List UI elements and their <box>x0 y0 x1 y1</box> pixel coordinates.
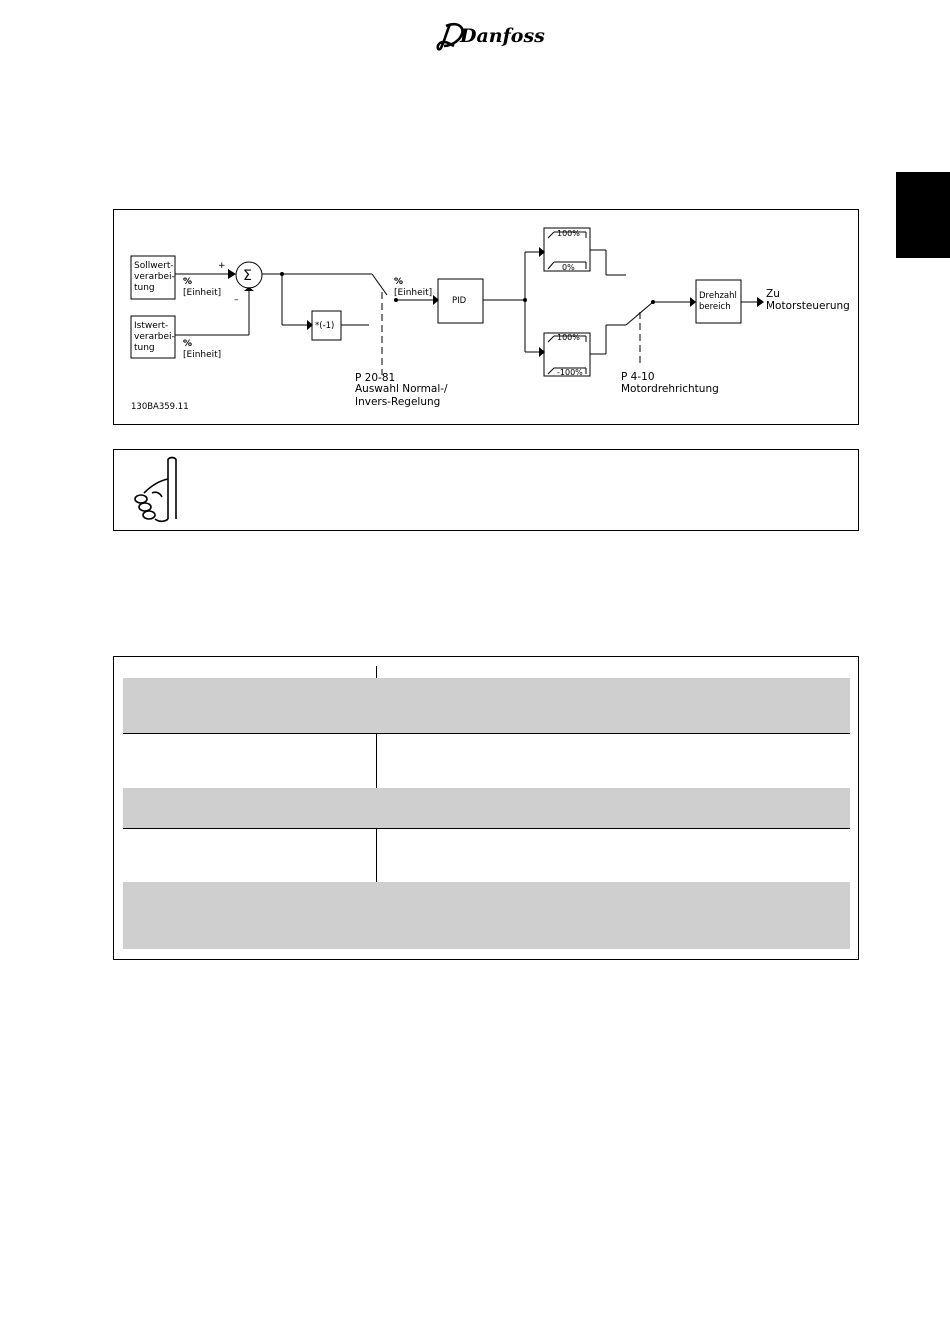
feedback-text-2: verarbei- <box>134 332 175 342</box>
branch-dot-1 <box>280 272 284 276</box>
sigma-symbol: Σ <box>243 268 252 284</box>
note-box <box>113 449 859 531</box>
chapter-tab <box>896 172 950 258</box>
pid-input-pct: % <box>394 277 404 287</box>
parameter-table <box>113 656 859 960</box>
setpoint-text-1: Sollwert- <box>134 261 174 271</box>
param-1-code: P 20-81 <box>355 372 396 384</box>
setpoint-pct: % <box>183 277 193 287</box>
hand-pointing-icon <box>128 457 180 527</box>
table-row <box>123 788 850 828</box>
branch-dot-4 <box>651 300 655 304</box>
param-1-text-2: Invers-Regelung <box>355 396 441 408</box>
table-row <box>123 733 850 789</box>
branch-dot-3 <box>523 298 527 302</box>
table-row <box>123 828 850 883</box>
danfoss-logo <box>436 16 545 54</box>
minus-sign: – <box>234 295 239 305</box>
invert-label: *(-1) <box>315 321 335 331</box>
param-2-code: P 4-10 <box>621 371 655 383</box>
feedback-pct: % <box>183 339 193 349</box>
feedback-text-1: Istwert- <box>134 321 169 331</box>
setpoint-unit: [Einheit] <box>183 288 222 298</box>
branch-dot-2 <box>394 298 398 302</box>
speed-range-text-2: bereich <box>699 302 731 312</box>
pid-label: PID <box>452 296 467 306</box>
feedback-text-3: tung <box>134 343 155 353</box>
setpoint-text-2: verarbei- <box>134 272 175 282</box>
limit-bottom-max: 100% <box>557 333 580 342</box>
output-label-2: Motorsteuerung <box>766 300 850 312</box>
feedback-unit: [Einheit] <box>183 350 222 360</box>
param-2-text: Motordrehrichtung <box>621 383 719 395</box>
plus-sign: + <box>218 261 226 271</box>
param-1-text-1: Auswahl Normal-/ <box>355 383 448 395</box>
output-label-1: Zu <box>766 288 780 300</box>
danfoss-logo-mark <box>436 16 545 54</box>
limit-bottom-min: -100% <box>557 368 583 377</box>
figure-id: 130BA359.11 <box>131 402 189 412</box>
setpoint-text-3: tung <box>134 283 155 293</box>
limit-top-min: 0% <box>562 263 575 272</box>
table-row <box>123 678 850 733</box>
diagram-svg <box>114 210 860 426</box>
table-row <box>123 882 850 949</box>
limit-top-max: 100% <box>557 229 580 238</box>
pid-control-diagram <box>113 209 859 425</box>
speed-range-text-1: Drehzahl <box>699 291 737 301</box>
logo-text: Danfoss <box>460 25 545 47</box>
pid-input-unit: [Einheit] <box>394 288 433 298</box>
